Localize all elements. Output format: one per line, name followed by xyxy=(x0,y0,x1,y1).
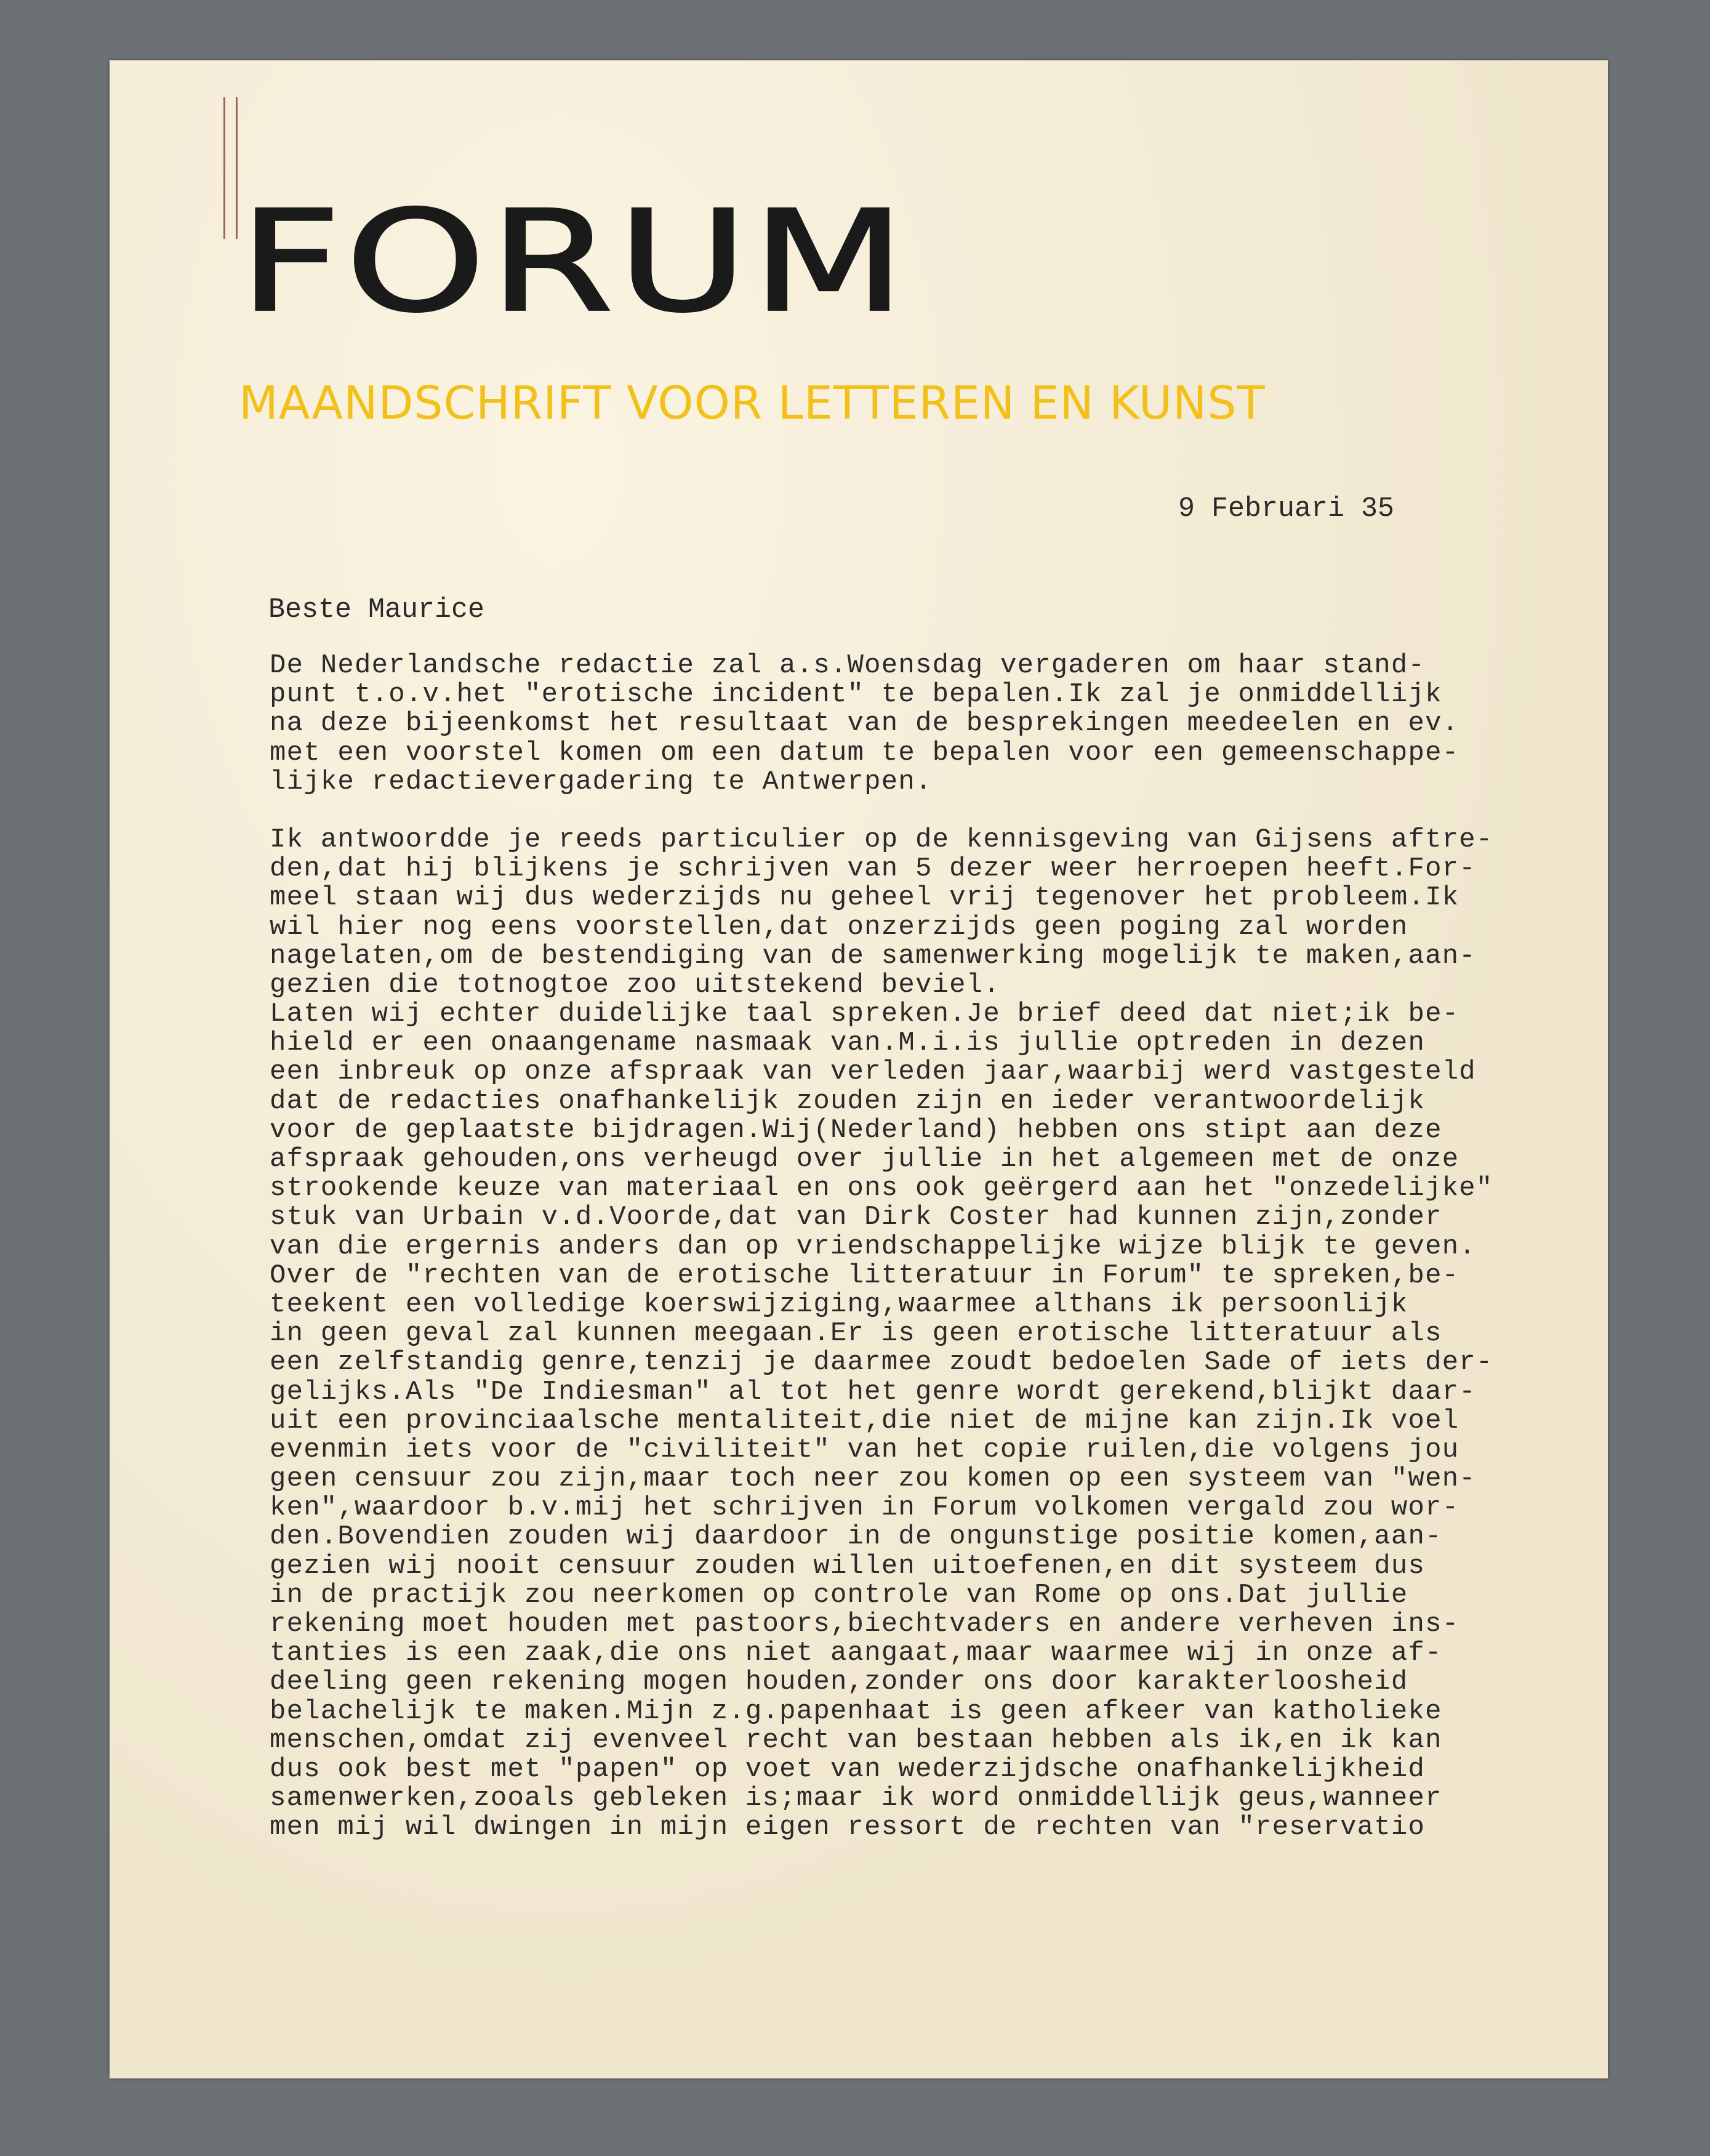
typed-line: rekening moet houden met pastoors,biechtvaders en andere verheven ins- xyxy=(270,1609,1459,1639)
typed-line: in geen geval zal kunnen meegaan.Er is geen erotische litteratuur als xyxy=(270,1318,1442,1350)
typed-line: deeling geen rekening mogen houden,zonder ons door karakterloosheid xyxy=(270,1667,1408,1698)
typed-line: menschen,omdat zij evenveel recht van bestaan hebben als ik,en ik kan xyxy=(270,1724,1442,1756)
typed-line: den,dat hij blijkens je schrijven van 5 dezer weer herroepen heeft.For- xyxy=(270,853,1476,885)
typed-line: Ik antwoordde je reeds particulier op de kennisgeving van Gijsens aftre- xyxy=(270,824,1493,855)
typed-line: Over de "rechten van de erotische litteratuur in Forum" te spreken,be- xyxy=(270,1260,1459,1291)
typed-line: gezien die totnogtoe zoo uitstekend beviel. xyxy=(270,969,1000,1000)
letterhead-subtitle: MAANDSCHRIFT VOOR LETTEREN EN KUNST xyxy=(239,377,1266,430)
typed-line: stuk van Urbain v.d.Voorde,dat van Dirk Coster had kunnen zijn,zonder xyxy=(270,1202,1442,1233)
letter-salutation: Beste Maurice xyxy=(268,594,485,625)
typed-line: meel staan wij dus wederzijds nu geheel vrij tegenover het probleem.Ik xyxy=(270,882,1459,914)
typed-line: gezien wij nooit censuur zouden willen uitoefenen,en dit systeem dus xyxy=(270,1550,1426,1582)
typed-line: punt t.o.v.het "erotische incident" te bepalen.Ik zal je onmiddellijk xyxy=(270,679,1442,710)
typed-line: met een voorstel komen om een datum te bepalen voor een gemeenschappe- xyxy=(270,737,1459,768)
letter-sheet xyxy=(110,60,1608,2078)
typed-line: dus ook best met "papen" op voet van wederzijdsche onafhankelijkheid xyxy=(270,1753,1426,1785)
typed-line: ken",waardoor b.v.mij het schrijven in Forum volkomen vergald zou wor- xyxy=(270,1492,1459,1524)
letter-paragraph xyxy=(270,826,1587,1000)
letter-body xyxy=(270,651,1587,1872)
typed-line: teekent een volledige koerswijziging,waarmee althans ik persoonlijk xyxy=(270,1289,1408,1320)
binder-line xyxy=(236,97,238,239)
typed-line: den.Bovendien zouden wij daardoor in de ongunstige positie komen,aan- xyxy=(270,1521,1442,1553)
typed-line: uit een provinciaalsche mentaliteit,die niet de mijne kan zijn.Ik voel xyxy=(270,1405,1459,1436)
typed-line: men mij wil dwingen in mijn eigen ressort de rechten van "reservatio xyxy=(270,1812,1426,1843)
typed-line: Laten wij echter duidelijke taal spreken.Je brief deed dat niet;ik be- xyxy=(270,999,1459,1030)
typed-line: belachelijk te maken.Mijn z.g.papenhaat is geen afkeer van katholieke xyxy=(270,1695,1442,1727)
letter-paragraph xyxy=(270,1000,1587,1842)
typed-line: dat de redacties onafhankelijk zouden zijn en ieder verantwoordelijk xyxy=(270,1085,1426,1117)
typed-line: strookende keuze van materiaal en ons ook geërgerd aan het "onzedelijke" xyxy=(270,1173,1493,1204)
typed-line: wil hier nog eens voorstellen,dat onzerzijds geen poging zal worden xyxy=(270,911,1408,943)
typed-line: na deze bijeenkomst het resultaat van de besprekingen meedeelen en ev. xyxy=(270,708,1459,739)
letterhead-masthead: FORUM xyxy=(239,181,910,344)
typed-line: een inbreuk op onze afspraak van verleden jaar,waarbij werd vastgesteld xyxy=(270,1056,1476,1088)
letter-paragraph xyxy=(270,651,1587,797)
typed-line: geen censuur zou zijn,maar toch neer zou komen op een systeem van "wen- xyxy=(270,1463,1476,1495)
typed-line: een zelfstandig genre,tenzij je daarmee zoudt bedoelen Sade of iets der- xyxy=(270,1347,1493,1378)
typed-line: afspraak gehouden,ons verheugd over jullie in het algemeen met de onze xyxy=(270,1144,1459,1175)
typed-line: lijke redactievergadering te Antwerpen. xyxy=(270,766,933,797)
typed-line: gelijks.Als "De Indiesman" al tot het genre wordt gerekend,blijkt daar- xyxy=(270,1376,1476,1407)
typed-line: nagelaten,om de bestendiging van de samenwerking mogelijk te maken,aan- xyxy=(270,940,1476,971)
binder-line xyxy=(223,97,225,239)
typed-line: in de practijk zou neerkomen op controle van Rome op ons.Dat jullie xyxy=(270,1579,1408,1611)
typed-line: De Nederlandsche redactie zal a.s.Woensdag vergaderen om haar stand- xyxy=(270,650,1426,681)
typed-line: evenmin iets voor de "civiliteit" van het copie ruilen,die volgens jou xyxy=(270,1434,1459,1465)
typed-line: samenwerken,zooals gebleken is;maar ik word onmiddellijk geus,wanneer xyxy=(270,1783,1442,1814)
binder-mark xyxy=(223,97,239,239)
typed-line: voor de geplaatste bijdragen.Wij(Nederland) hebben ons stipt aan deze xyxy=(270,1114,1442,1146)
typed-line: hield er een onaangename nasmaak van.M.i.is jullie optreden in dezen xyxy=(270,1028,1426,1059)
typed-line: van die ergernis anders dan op vriendschappelijke wijze blijk te geven. xyxy=(270,1231,1476,1262)
letter-date: 9 Februari 35 xyxy=(1178,493,1395,525)
typed-line: tanties is een zaak,die ons niet aangaat,maar waarmee wij in onze af- xyxy=(270,1638,1442,1669)
